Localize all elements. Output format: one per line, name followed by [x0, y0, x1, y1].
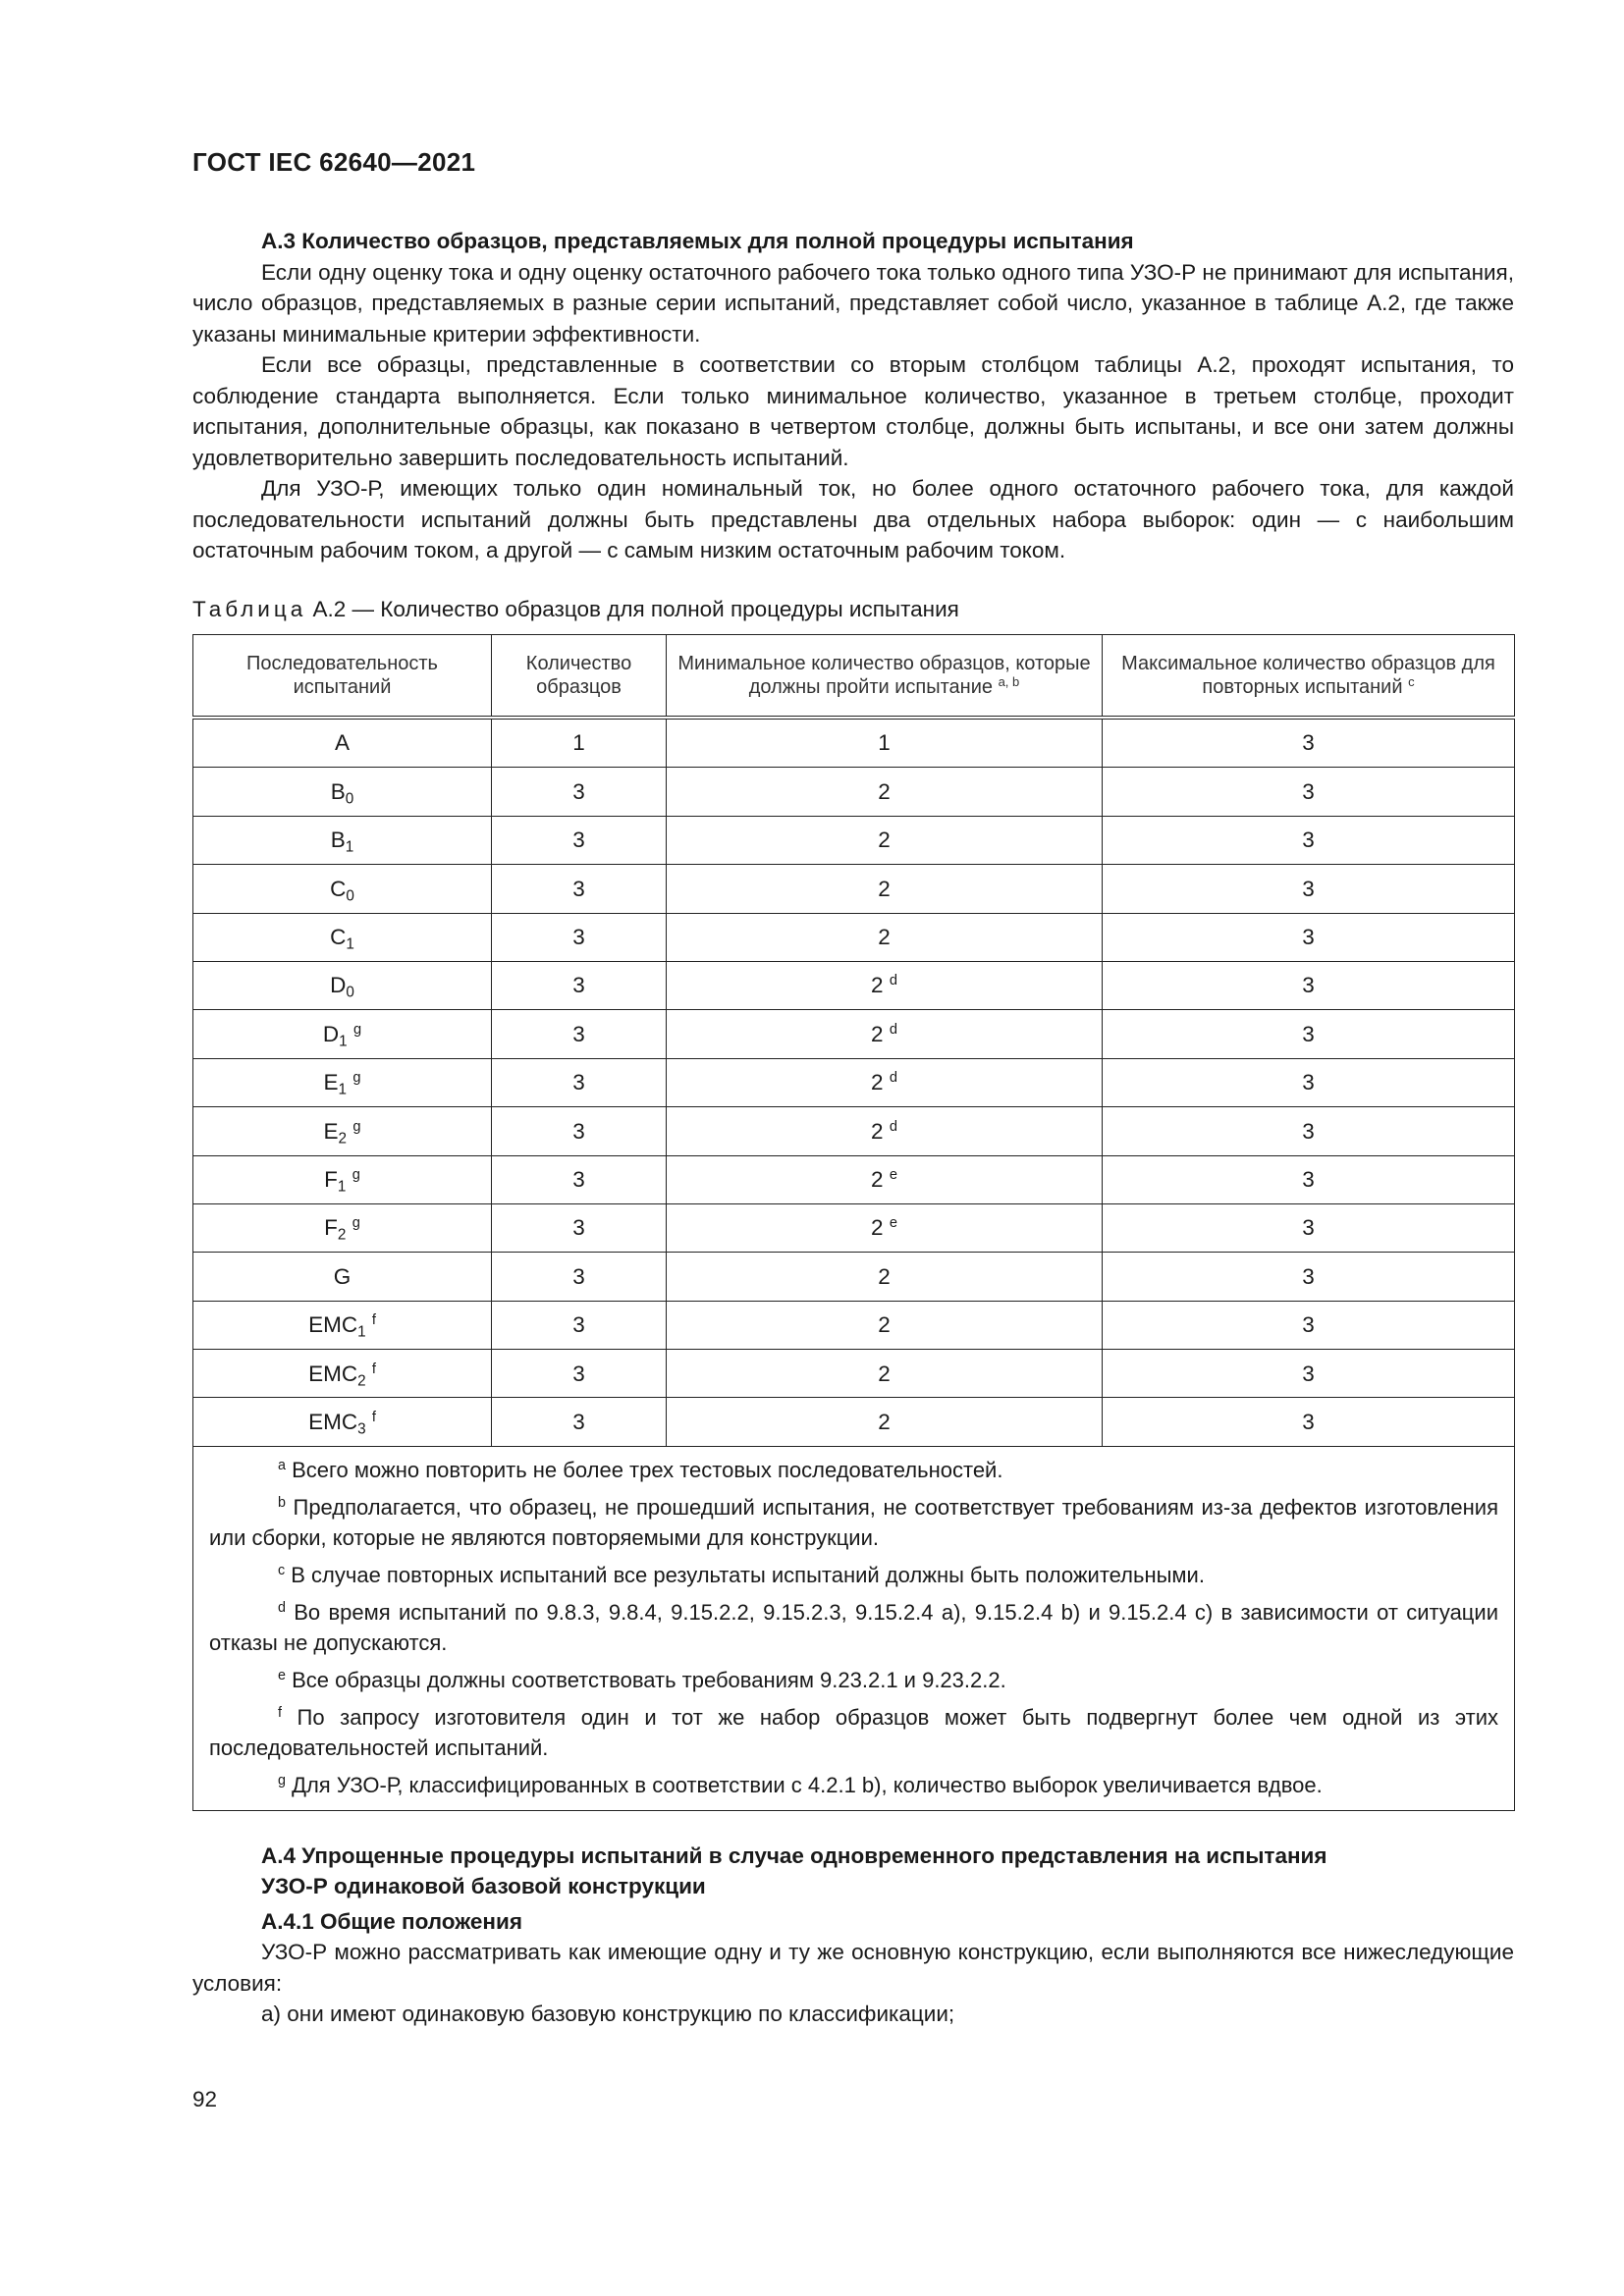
cell-test-sequence — [193, 1107, 492, 1155]
cell-max-retest-samples: 3 — [1103, 1350, 1515, 1398]
table-header-row — [193, 635, 1515, 719]
table-row — [193, 718, 1515, 768]
sequence-footnote: f — [371, 1409, 376, 1425]
cell-max-retest-samples: 3 — [1103, 1398, 1515, 1446]
min-samples-footnote: d — [889, 1118, 897, 1135]
section-a3-paragraph-3: Для УЗО-Р, имеющих только один номинальный ток, но более одного остаточного рабочего тока, для каждой последовательности испытаний должны быть представлены два отдельных набора выборок: один — с наибольшим остаточным рабочим током, а другой — с самым низким остаточным рабочим током. — [192, 476, 1514, 562]
sequence-subscript: 3 — [357, 1420, 366, 1438]
footnote-mark: c — [278, 1563, 286, 1578]
footnote-mark: e — [278, 1668, 286, 1683]
sequence-subscript: 2 — [338, 1130, 348, 1148]
section-a41-paragraph: УЗО-Р можно рассматривать как имеющие одну и ту же основную конструкцию, если выполняются все нижеследующие условия: — [192, 1940, 1514, 1996]
footnote-text: Всего можно повторить не более трех тестовых последовательностей. — [285, 1457, 1003, 1482]
cell-sample-count: 3 — [492, 1398, 667, 1446]
sequence-letter: F — [324, 1166, 338, 1192]
cell-test-sequence — [193, 913, 492, 961]
table-row — [193, 961, 1515, 1009]
footnote-text: Для УЗО-Р, классифицированных в соответствии с 4.2.1 b), количество выборок увеличивается вдвое. — [285, 1772, 1323, 1797]
sequence-letter: B — [330, 828, 346, 853]
cell-test-sequence — [193, 1155, 492, 1203]
min-samples-value: 2 — [878, 1312, 891, 1338]
sequence-subscript: 0 — [346, 984, 354, 1001]
cell-max-retest-samples: 3 — [1103, 816, 1515, 864]
min-samples-value: 2 — [878, 1263, 891, 1289]
sequence-letter: G — [333, 1263, 352, 1289]
min-samples-footnote: e — [889, 1166, 897, 1183]
footnote-text: Во время испытаний по 9.8.3, 9.8.4, 9.15.2.2, 9.15.2.3, 9.15.2.4 a), 9.15.2.4 b) и 9.15.2.4 c) в зависимости от ситуации отказы не допускаются. — [209, 1599, 1498, 1655]
sequence-footnote: f — [371, 1312, 376, 1329]
sequence-footnote: g — [352, 1118, 361, 1135]
cell-max-retest-samples: 3 — [1103, 768, 1515, 816]
sequence-footnote: g — [352, 1070, 361, 1087]
min-samples-value: 2 — [871, 1215, 884, 1241]
cell-sample-count: 1 — [492, 718, 667, 768]
footnote-mark: b — [278, 1495, 286, 1511]
section-a4-heading-line-1: А.4 Упрощенные процедуры испытаний в случае одновременного представления на испытания — [261, 1842, 1327, 1868]
cell-test-sequence — [193, 1203, 492, 1252]
table-notes — [193, 1446, 1515, 1810]
cell-max-retest-samples: 3 — [1103, 1155, 1515, 1203]
cell-min-samples — [667, 1203, 1103, 1252]
sequence-subscript: 1 — [338, 1081, 348, 1098]
table-notes-row — [193, 1446, 1515, 1810]
samples-table — [192, 634, 1515, 1811]
cell-sample-count: 3 — [492, 768, 667, 816]
section-a4 — [192, 1841, 1514, 2030]
table-footnote — [209, 1702, 1498, 1763]
cell-sample-count: 3 — [492, 1253, 667, 1301]
cell-max-retest-samples: 3 — [1103, 1301, 1515, 1349]
sequence-letter: A — [334, 730, 350, 756]
footnote-text: Все образцы должны соответствовать требованиям 9.23.2.1 и 9.23.2.2. — [285, 1667, 1006, 1692]
table-row — [193, 1010, 1515, 1058]
cell-min-samples — [667, 1253, 1103, 1301]
table-row — [193, 768, 1515, 816]
sequence-letter: EMC — [308, 1409, 358, 1434]
sequence-letter: EMC — [308, 1312, 358, 1338]
cell-test-sequence — [193, 961, 492, 1009]
cell-max-retest-samples: 3 — [1103, 1107, 1515, 1155]
section-a41-item-a: а) они имеют одинаковую базовую конструкцию по классификации; — [261, 2002, 955, 2027]
section-a3-paragraph-2: Если все образцы, представленные в соответствии со вторым столбцом таблицы А.2, проходят испытания, то соблюдение стандарта выполняется. Если только минимальное количество, указанное в третьем столбце, проходит испытания, дополнительные образцы, как показано в четвертом столбце, должны быть испытаны, и все они затем должны удовлетворительно завершить последовательность испытаний. — [192, 352, 1514, 470]
sequence-subscript: 0 — [346, 887, 354, 905]
section-a4-heading-line-2: УЗО-Р одинаковой базовой конструкции — [261, 1874, 706, 1899]
min-samples-footnote: d — [889, 973, 897, 989]
table-row — [193, 1253, 1515, 1301]
table-row — [193, 1350, 1515, 1398]
sequence-letter: B — [330, 778, 346, 804]
section-a41-heading: А.4.1 Общие положения — [261, 1908, 522, 1934]
table-row — [193, 816, 1515, 864]
cell-min-samples — [667, 865, 1103, 913]
section-a3-paragraph-1: Если одну оценку тока и одну оценку остаточного рабочего тока только одного типа УЗО-Р не принимают для испытания, число образцов, представляемых в разные серии испытаний, представляет собой число, указанное в таблице А.2, где также указаны минимальные критерии эффективности. — [192, 259, 1514, 347]
cell-test-sequence — [193, 865, 492, 913]
table-row — [193, 1155, 1515, 1203]
cell-min-samples — [667, 1155, 1103, 1203]
cell-sample-count: 3 — [492, 816, 667, 864]
table-row — [193, 1203, 1515, 1252]
header-sample-count: Количество образцов — [492, 635, 667, 719]
cell-min-samples — [667, 1301, 1103, 1349]
header-max-retest-text: Максимальное количество образцов для повторных испытаний — [1121, 653, 1495, 698]
page-number: 92 — [192, 2087, 218, 2111]
sequence-letter: F — [324, 1215, 338, 1241]
table-row — [193, 1107, 1515, 1155]
sequence-letter: D — [330, 973, 347, 998]
cell-sample-count: 3 — [492, 1155, 667, 1203]
cell-test-sequence — [193, 1301, 492, 1349]
cell-min-samples — [667, 913, 1103, 961]
cell-min-samples — [667, 1107, 1103, 1155]
table-row — [193, 1058, 1515, 1106]
cell-min-samples — [667, 1010, 1103, 1058]
cell-test-sequence — [193, 768, 492, 816]
footnote-mark: d — [278, 1600, 286, 1616]
cell-min-samples — [667, 1058, 1103, 1106]
table-footnote — [209, 1665, 1498, 1695]
min-samples-footnote: d — [889, 1070, 897, 1087]
min-samples-value: 2 — [878, 778, 891, 804]
min-samples-value: 2 — [878, 1361, 891, 1386]
sequence-subscript: 1 — [345, 838, 354, 856]
sequence-subscript: 1 — [357, 1323, 366, 1341]
min-samples-value: 2 — [878, 828, 891, 853]
min-samples-value: 2 — [878, 876, 891, 901]
header-test-sequence: Последовательность испытаний — [193, 635, 492, 719]
min-samples-value: 2 — [871, 1021, 884, 1046]
footnote-text: По запросу изготовителя один и тот же набор образцов может быть подвергнут более чем одной из этих последовательностей испытаний. — [209, 1704, 1498, 1760]
cell-max-retest-samples: 3 — [1103, 865, 1515, 913]
table-footnote — [209, 1597, 1498, 1658]
cell-max-retest-samples: 3 — [1103, 913, 1515, 961]
sequence-subscript: 2 — [337, 1226, 347, 1244]
min-samples-value: 1 — [878, 730, 891, 756]
footnote-mark: f — [278, 1705, 282, 1721]
cell-sample-count: 3 — [492, 1350, 667, 1398]
cell-test-sequence — [193, 1253, 492, 1301]
sequence-subscript: 1 — [346, 935, 354, 953]
header-min-samples-footnote: a, b — [998, 673, 1020, 689]
cell-sample-count: 3 — [492, 1301, 667, 1349]
cell-max-retest-samples: 3 — [1103, 1010, 1515, 1058]
table-footnote — [209, 1560, 1498, 1590]
table-row — [193, 1398, 1515, 1446]
document-header: ГОСТ IEC 62640—2021 — [192, 147, 476, 177]
header-min-samples-text: Минимальное количество образцов, которые должны пройти испытание — [677, 653, 1091, 698]
cell-min-samples — [667, 1398, 1103, 1446]
sequence-footnote: f — [371, 1361, 376, 1377]
section-a3-heading: А.3 Количество образцов, представляемых для полной процедуры испытания — [261, 229, 1134, 253]
sequence-subscript: 1 — [337, 1178, 347, 1196]
cell-sample-count: 3 — [492, 1010, 667, 1058]
min-samples-footnote: d — [889, 1021, 897, 1038]
section-a4-heading — [192, 1841, 1514, 1902]
cell-test-sequence — [193, 816, 492, 864]
cell-sample-count: 3 — [492, 1107, 667, 1155]
sequence-letter: D — [322, 1021, 340, 1046]
sequence-subscript: 2 — [357, 1372, 366, 1390]
sequence-letter: E — [323, 1070, 339, 1095]
cell-sample-count: 3 — [492, 1203, 667, 1252]
cell-max-retest-samples: 3 — [1103, 718, 1515, 768]
sequence-footnote: g — [352, 1166, 360, 1183]
cell-min-samples — [667, 961, 1103, 1009]
cell-sample-count: 3 — [492, 1058, 667, 1106]
cell-test-sequence — [193, 1350, 492, 1398]
cell-sample-count: 3 — [492, 865, 667, 913]
min-samples-value: 2 — [878, 925, 891, 949]
table-row — [193, 913, 1515, 961]
sequence-letter: EMC — [308, 1361, 358, 1386]
table-footnote — [209, 1455, 1498, 1485]
min-samples-footnote: e — [889, 1215, 897, 1232]
cell-min-samples — [667, 718, 1103, 768]
sequence-letter: C — [330, 876, 347, 901]
cell-max-retest-samples: 3 — [1103, 1203, 1515, 1252]
table-footnote — [209, 1492, 1498, 1553]
cell-test-sequence — [193, 1010, 492, 1058]
sequence-footnote: g — [352, 1215, 360, 1232]
sequence-letter: E — [323, 1118, 339, 1144]
table-row — [193, 1301, 1515, 1349]
cell-max-retest-samples: 3 — [1103, 1253, 1515, 1301]
cell-max-retest-samples: 3 — [1103, 961, 1515, 1009]
header-max-retest-samples — [1103, 635, 1515, 719]
page-content — [192, 226, 1514, 2030]
footnote-mark: a — [278, 1458, 286, 1473]
cell-test-sequence — [193, 1398, 492, 1446]
min-samples-value: 2 — [871, 1118, 884, 1144]
min-samples-value: 2 — [878, 1409, 891, 1434]
sequence-footnote: g — [352, 1021, 362, 1038]
table-body — [193, 718, 1515, 1446]
cell-sample-count: 3 — [492, 961, 667, 1009]
sequence-subscript: 0 — [345, 790, 354, 808]
table-caption-text: А.2 — Количество образцов для полной процедуры испытания — [312, 596, 959, 621]
cell-test-sequence — [193, 1058, 492, 1106]
cell-min-samples — [667, 768, 1103, 816]
header-max-retest-footnote: c — [1408, 673, 1415, 689]
table-row — [193, 865, 1515, 913]
min-samples-value: 2 — [871, 973, 884, 998]
cell-test-sequence — [193, 718, 492, 768]
footnote-text: В случае повторных испытаний все результаты испытаний должны быть положительными. — [285, 1562, 1205, 1587]
footnote-text: Предполагается, что образец, не прошедший испытания, не соответствует требованиям из-за дефектов изготовления или сборки, которые не являются повторяемыми для конструкции. — [209, 1494, 1498, 1550]
header-min-samples — [667, 635, 1103, 719]
min-samples-value: 2 — [871, 1070, 884, 1095]
sequence-letter: C — [330, 925, 347, 949]
table-caption-label: Таблица — [192, 596, 307, 621]
cell-max-retest-samples: 3 — [1103, 1058, 1515, 1106]
footnote-mark: g — [278, 1773, 286, 1789]
cell-sample-count: 3 — [492, 913, 667, 961]
table-footnote — [209, 1770, 1498, 1800]
table-caption — [192, 594, 1514, 625]
cell-min-samples — [667, 816, 1103, 864]
cell-min-samples — [667, 1350, 1103, 1398]
sequence-subscript: 1 — [339, 1033, 348, 1050]
min-samples-value: 2 — [871, 1166, 884, 1192]
